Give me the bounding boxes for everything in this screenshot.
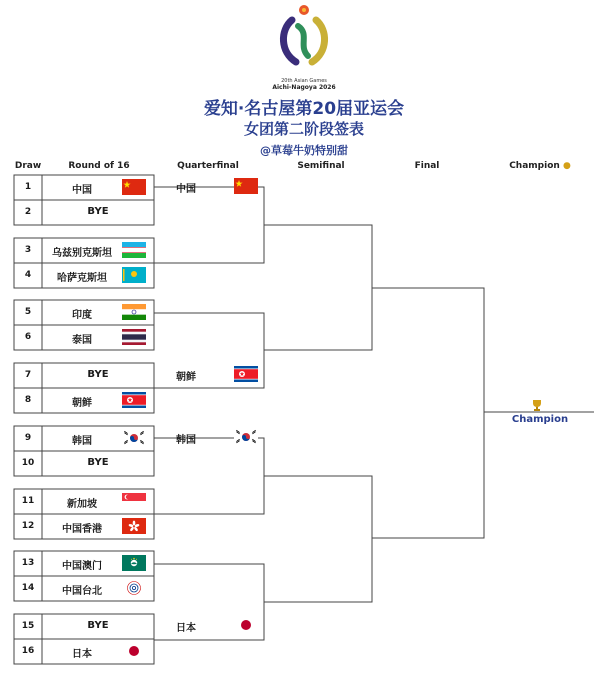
draw-number: 7 <box>24 370 32 380</box>
qf-team-name: 朝鲜 <box>176 372 196 383</box>
flag-icon-india <box>122 304 146 320</box>
draw-number: 4 <box>24 270 32 280</box>
flag-icon-china <box>122 179 146 195</box>
col-header-final: Final <box>414 161 440 171</box>
draw-number: 8 <box>24 395 32 405</box>
qf-team-name: 日本 <box>176 623 196 634</box>
draw-number: 2 <box>24 207 32 217</box>
logo-text-line2: Aichi-Nagoya 2026 <box>272 84 336 91</box>
team-name: 日本 <box>72 649 92 660</box>
logo-text-line1: 20th Asian Games <box>281 78 327 84</box>
page-title: 爱知·名古屋第20届亚运会 <box>203 99 405 119</box>
draw-number: 16 <box>21 646 35 656</box>
draw-number: 1 <box>24 182 32 192</box>
team-name: 新加坡 <box>67 499 97 510</box>
flag-icon-thailand <box>122 329 146 345</box>
draw-number: 14 <box>21 583 35 593</box>
col-header-round16: Round of 16 <box>68 161 130 171</box>
team-name: BYE <box>87 457 109 468</box>
trophy-icon <box>530 396 544 408</box>
draw-number: 9 <box>24 433 32 443</box>
flag-icon-kazakhstan <box>122 267 146 283</box>
draw-number: 12 <box>21 521 35 531</box>
team-name: 韩国 <box>72 436 92 447</box>
medal-icon: ● <box>562 161 571 171</box>
team-name: 泰国 <box>72 335 92 346</box>
flag-icon-northkorea <box>234 366 258 382</box>
champion-label: Champion <box>511 414 569 425</box>
flag-icon-chinesetaipei <box>122 580 146 596</box>
flag-icon-china <box>234 178 258 194</box>
qf-team-name: 中国 <box>176 184 196 195</box>
page-subtitle: 女团第二阶段签表 <box>243 120 364 138</box>
col-header-quarterfinal: Quarterfinal <box>177 161 239 171</box>
draw-number: 3 <box>24 245 32 255</box>
team-name: 朝鲜 <box>72 398 92 409</box>
team-name: 哈萨克斯坦 <box>57 273 107 284</box>
draw-number: 11 <box>21 496 35 506</box>
team-name: BYE <box>87 620 109 631</box>
draw-number: 10 <box>21 458 35 468</box>
flag-icon-japan <box>122 643 146 659</box>
flag-icon-southkorea <box>122 430 146 446</box>
team-name: BYE <box>87 206 109 217</box>
flag-icon-uzbekistan <box>122 242 146 258</box>
draw-number: 13 <box>21 558 35 568</box>
col-header-draw: Draw <box>14 161 42 171</box>
col-header-semifinal: Semifinal <box>297 161 345 171</box>
team-name: 乌兹别克斯坦 <box>52 248 112 259</box>
team-name: 中国台北 <box>62 586 102 597</box>
flag-icon-singapore <box>122 493 146 509</box>
draw-number: 5 <box>24 307 32 317</box>
team-name: BYE <box>87 369 109 380</box>
team-name: 印度 <box>72 310 92 321</box>
draw-number: 6 <box>24 332 32 342</box>
qf-team-name: 韩国 <box>176 435 196 446</box>
team-name: 中国澳门 <box>62 561 102 572</box>
champion-header-label: Champion <box>509 161 560 171</box>
flag-icon-macau <box>122 555 146 571</box>
flag-icon-hongkong <box>122 518 146 534</box>
flag-icon-japan <box>234 617 258 633</box>
flag-icon-southkorea <box>234 429 258 445</box>
team-name: 中国香港 <box>62 524 102 535</box>
author-credit: @草莓牛奶特别甜 <box>260 144 348 157</box>
flag-icon-northkorea <box>122 392 146 408</box>
draw-number: 15 <box>21 621 35 631</box>
team-name: 中国 <box>72 185 92 196</box>
